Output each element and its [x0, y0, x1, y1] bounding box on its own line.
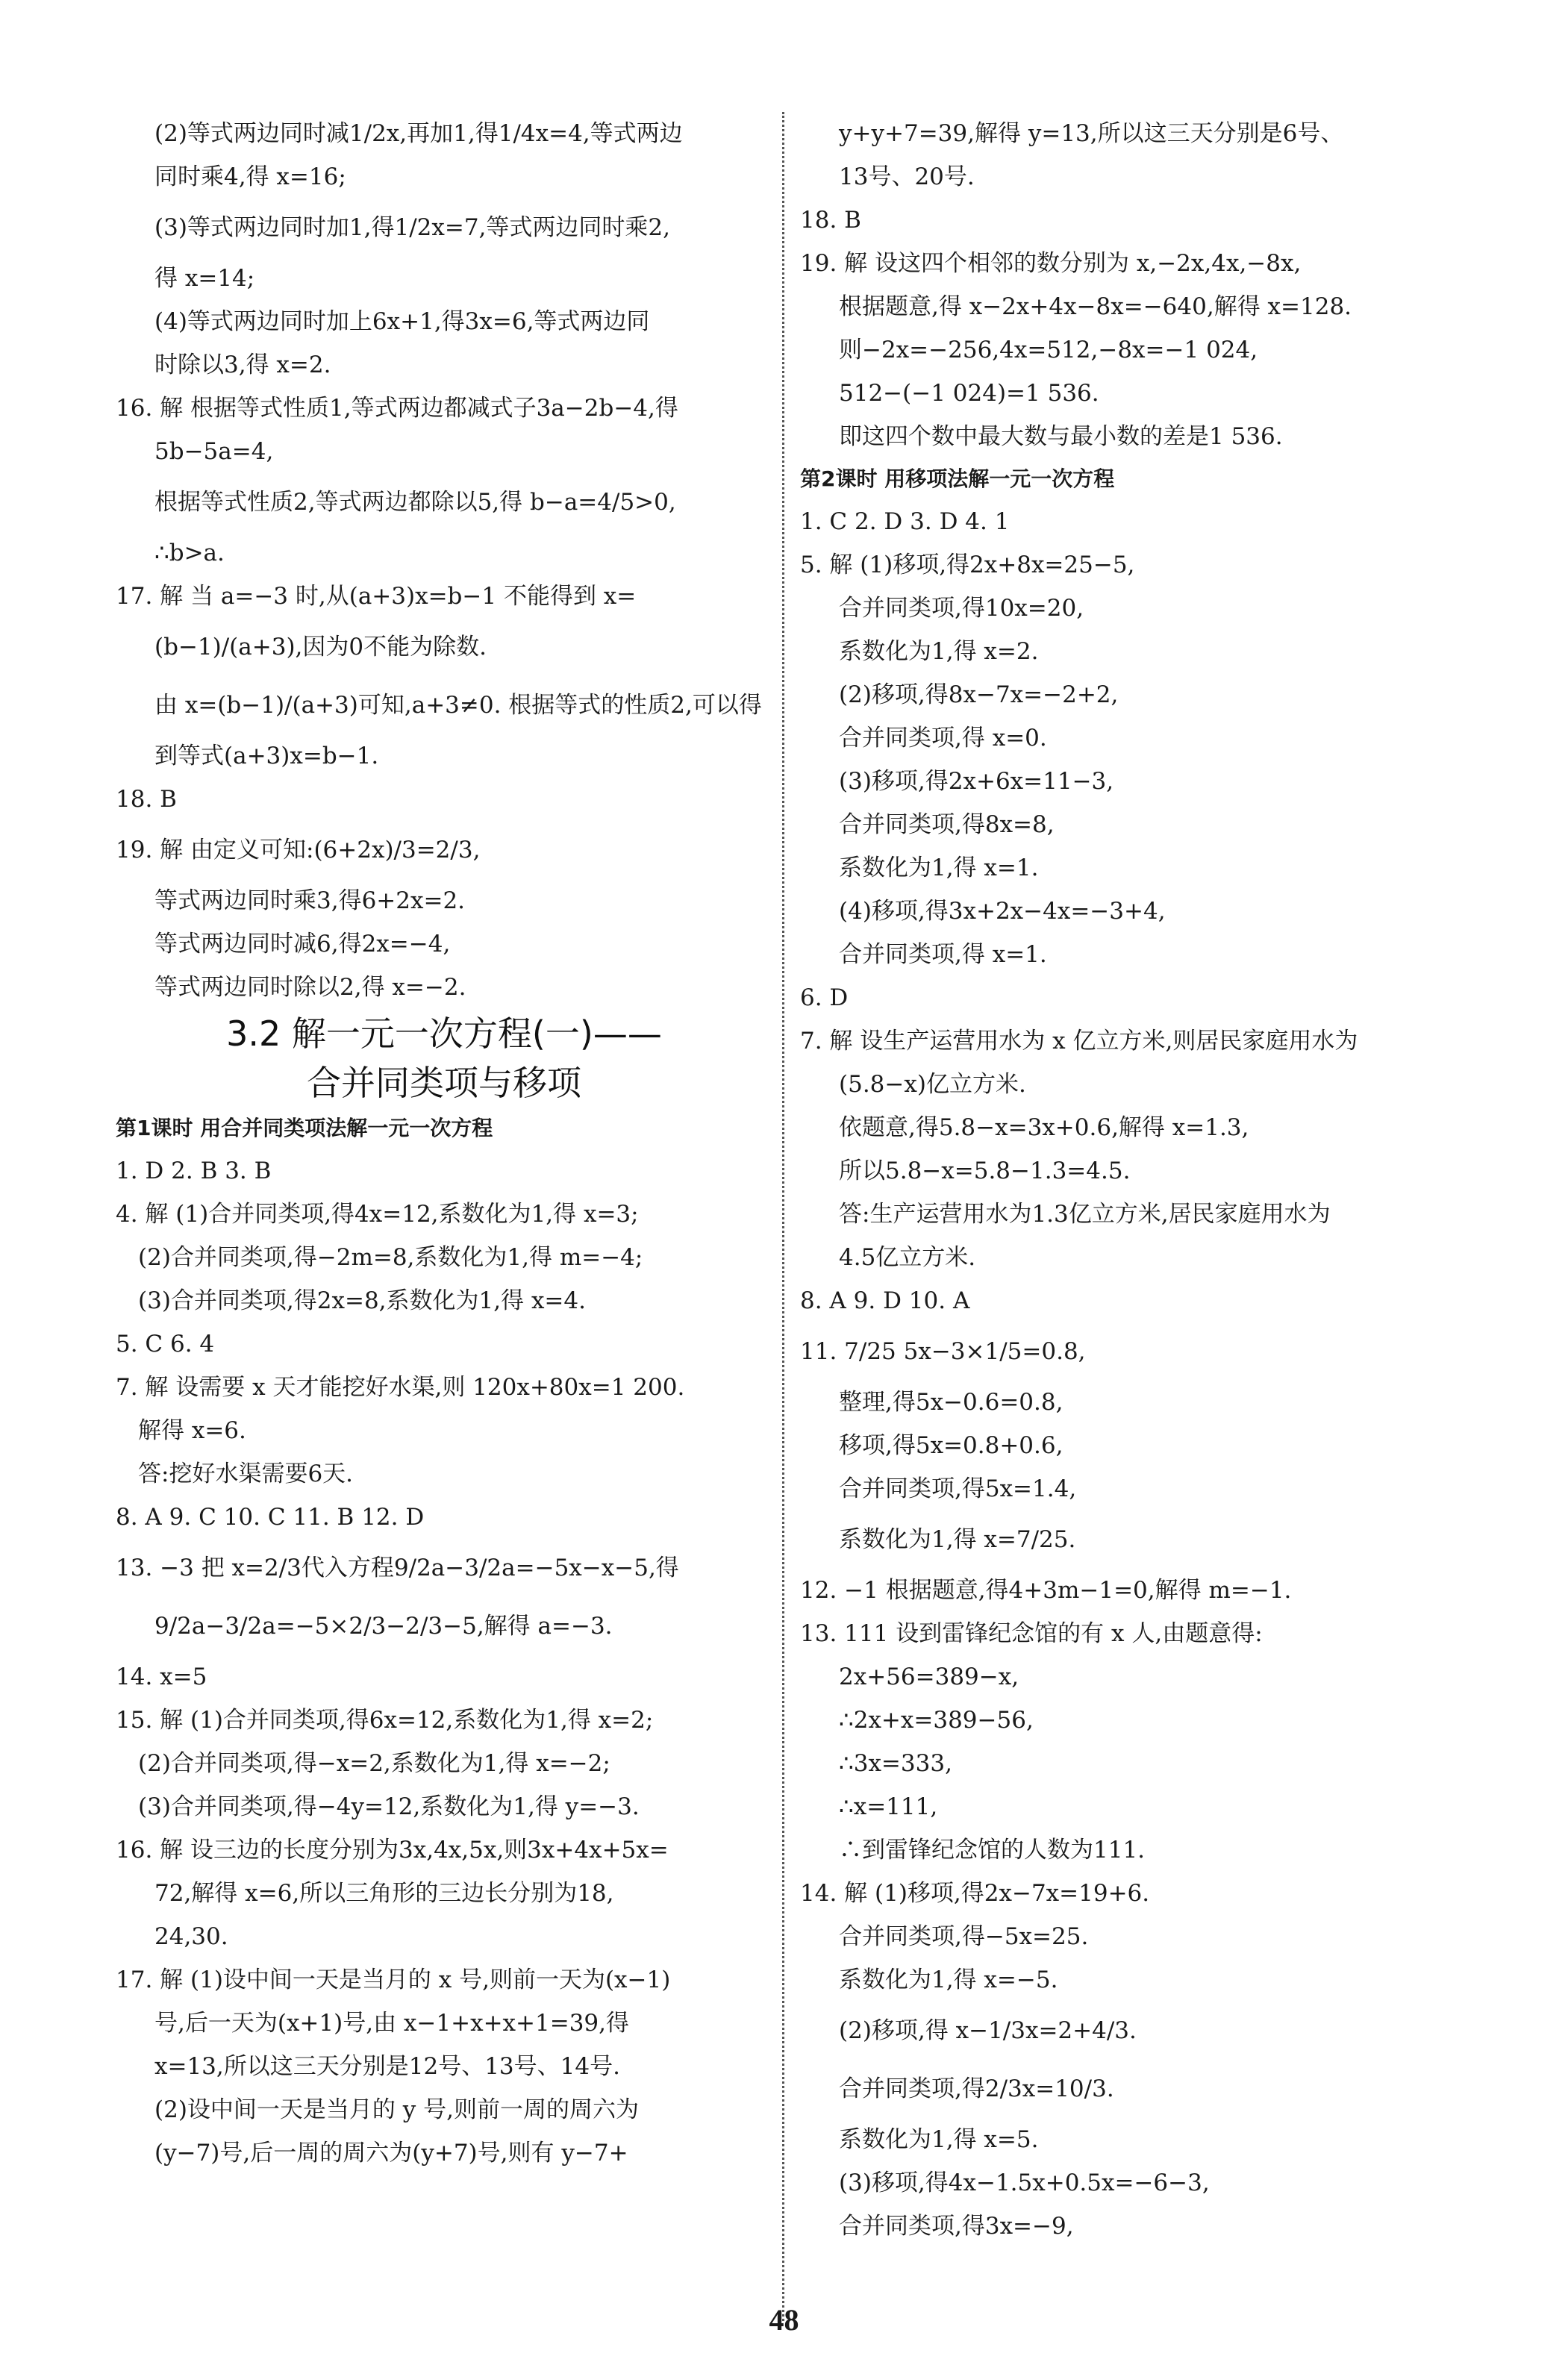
text-line: 14. 解 (1)移项,得2x−7x=19+6. — [800, 1880, 1150, 1907]
text-line: 解得 x=6. — [138, 1417, 246, 1444]
text-line: 17. 解 当 a=−3 时,从(a+3)x=b−1 不能得到 x= — [116, 583, 637, 610]
text-line: 9/2a−3/2a=−5×2/3−2/3−5,解得 a=−3. — [154, 1613, 613, 1640]
text-line: 则−2x=−256,4x=512,−8x=−1 024, — [839, 337, 1258, 363]
text-line: 依题意,得5.8−x=3x+0.6,解得 x=1.3, — [839, 1114, 1249, 1141]
text-line: 合并同类项,得3x=−9, — [839, 2213, 1074, 2240]
text-line: (3)等式两边同时加1,得1/2x=7,等式两边同时乘2, — [154, 214, 670, 241]
section-subtitle: 合并同类项与移项 — [307, 1063, 581, 1103]
text-line: 根据等式性质2,等式两边都除以5,得 b−a=4/5>0, — [154, 489, 676, 516]
text-line: 由 x=(b−1)/(a+3)可知,a+3≠0. 根据等式的性质2,可以得 — [154, 692, 762, 719]
right-column — [800, 112, 1457, 2248]
text-line: 13. 111 设到雷锋纪念馆的有 x 人,由题意得: — [800, 1620, 1263, 1647]
text-line: 整理,得5x−0.6=0.8, — [839, 1389, 1063, 1416]
section-title: 3.2 解一元一次方程(一)—— — [226, 1013, 662, 1054]
text-line: ∴2x+x=389−56, — [839, 1707, 1034, 1734]
text-line: 移项,得5x=0.8+0.6, — [839, 1432, 1063, 1459]
text-line: 12. −1 根据题意,得4+3m−1=0,解得 m=−1. — [800, 1577, 1292, 1604]
text-line: 系数化为1,得 x=7/25. — [839, 1526, 1076, 1553]
text-line: (2)等式两边同时减1/2x,再加1,得1/4x=4,等式两边 — [154, 120, 683, 147]
text-line: 2x+56=389−x, — [839, 1664, 1019, 1690]
text-line: 到等式(a+3)x=b−1. — [154, 743, 379, 769]
text-line: 1. C 2. D 3. D 4. 1 — [800, 508, 1010, 535]
text-line: 等式两边同时除以2,得 x=−2. — [154, 974, 466, 1001]
text-line: 512−(−1 024)=1 536. — [839, 380, 1099, 407]
text-line: (5.8−x)亿立方米. — [839, 1071, 1026, 1098]
text-line: (2)设中间一天是当月的 y 号,则前一周的周六为 — [154, 2096, 639, 2123]
text-line: 系数化为1,得 x=5. — [839, 2126, 1039, 2153]
text-line: 根据题意,得 x−2x+4x−8x=−640,解得 x=128. — [839, 293, 1352, 320]
text-line: 17. 解 (1)设中间一天是当月的 x 号,则前一天为(x−1) — [116, 1967, 671, 1993]
text-line: x=13,所以这三天分别是12号、13号、14号. — [154, 2053, 620, 2080]
text-line: ∴到雷锋纪念馆的人数为111. — [839, 1837, 1146, 1864]
text-line: 号,后一天为(x+1)号,由 x−1+x+x+1=39,得 — [154, 2010, 629, 2037]
text-line: (2)移项,得8x−7x=−2+2, — [839, 681, 1119, 708]
text-line: ∴x=111, — [839, 1793, 938, 1820]
text-line: 7. 解 设需要 x 天才能挖好水渠,则 120x+80x=1 200. — [116, 1374, 685, 1401]
column-divider — [782, 112, 784, 2321]
text-line: 时除以3,得 x=2. — [154, 352, 331, 378]
text-line: (b−1)/(a+3),因为0不能为除数. — [154, 634, 487, 660]
text-line: 合并同类项,得8x=8, — [839, 811, 1055, 838]
text-line: (y−7)号,后一周的周六为(y+7)号,则有 y−7+ — [154, 2140, 628, 2167]
text-line: ∴3x=333, — [839, 1750, 952, 1777]
text-line: 19. 解 由定义可知:(6+2x)/3=2/3, — [116, 837, 481, 863]
text-line: 4.5亿立方米. — [839, 1244, 976, 1271]
text-line: 15. 解 (1)合并同类项,得6x=12,系数化为1,得 x=2; — [116, 1707, 654, 1734]
text-line: 4. 解 (1)合并同类项,得4x=12,系数化为1,得 x=3; — [116, 1201, 639, 1228]
text-line: 5b−5a=4, — [154, 438, 274, 465]
left-column — [116, 112, 772, 2175]
text-line: 答:生产运营用水为1.3亿立方米,居民家庭用水为 — [839, 1201, 1331, 1228]
text-line: 所以5.8−x=5.8−1.3=4.5. — [839, 1158, 1131, 1184]
text-line: 系数化为1,得 x=1. — [839, 855, 1039, 881]
text-line: 1. D 2. B 3. B — [116, 1158, 272, 1184]
text-line: 5. C 6. 4 — [116, 1331, 215, 1358]
text-line: 13号、20号. — [839, 163, 975, 190]
text-line: (4)等式两边同时加上6x+1,得3x=6,等式两边同 — [154, 308, 650, 335]
text-line: (3)合并同类项,得2x=8,系数化为1,得 x=4. — [138, 1287, 586, 1314]
text-line: (3)合并同类项,得−4y=12,系数化为1,得 y=−3. — [138, 1793, 640, 1820]
lesson-heading: 第1课时 用合并同类项法解一元一次方程 — [116, 1116, 493, 1140]
text-line: (2)合并同类项,得−x=2,系数化为1,得 x=−2; — [138, 1750, 610, 1777]
lesson-heading: 第2课时 用移项法解一元一次方程 — [800, 466, 1115, 491]
text-line: 系数化为1,得 x=−5. — [839, 1967, 1058, 1993]
text-line: 合并同类项,得−5x=25. — [839, 1923, 1089, 1950]
text-line: 14. x=5 — [116, 1664, 207, 1690]
text-line: 7. 解 设生产运营用水为 x 亿立方米,则居民家庭用水为 — [800, 1028, 1358, 1055]
text-line: 8. A 9. D 10. A — [800, 1287, 970, 1314]
text-line: 6. D — [800, 984, 849, 1011]
text-line: 等式两边同时乘3,得6+2x=2. — [154, 887, 466, 914]
text-line: 合并同类项,得5x=1.4, — [839, 1475, 1077, 1502]
text-line: 18. B — [800, 207, 861, 234]
text-line: 18. B — [116, 786, 177, 813]
text-line: 即这四个数中最大数与最小数的差是1 536. — [839, 423, 1283, 450]
text-line: 13. −3 把 x=2/3代入方程9/2a−3/2a=−5x−x−5,得 — [116, 1555, 679, 1581]
text-line: 5. 解 (1)移项,得2x+8x=25−5, — [800, 552, 1135, 578]
text-line: 合并同类项,得 x=0. — [839, 725, 1047, 752]
text-line: 同时乘4,得 x=16; — [154, 163, 346, 190]
text-line: y+y+7=39,解得 y=13,所以这三天分别是6号、 — [839, 120, 1344, 147]
text-line: 答:挖好水渠需要6天. — [138, 1461, 354, 1487]
text-line: 11. 7/25 5x−3×1/5=0.8, — [800, 1338, 1086, 1365]
text-line: 72,解得 x=6,所以三角形的三边长分别为18, — [154, 1880, 614, 1907]
text-line: (2)移项,得 x−1/3x=2+4/3. — [839, 2017, 1137, 2044]
text-line: 24,30. — [154, 1923, 228, 1950]
text-line: 合并同类项,得 x=1. — [839, 941, 1047, 968]
text-line: 合并同类项,得10x=20, — [839, 595, 1084, 622]
text-line: 合并同类项,得2/3x=10/3. — [839, 2075, 1114, 2102]
text-line: 得 x=14; — [154, 265, 255, 292]
text-line: (3)移项,得2x+6x=11−3, — [839, 768, 1114, 795]
text-line: 16. 解 设三边的长度分别为3x,4x,5x,则3x+4x+5x= — [116, 1837, 669, 1864]
text-line: 19. 解 设这四个相邻的数分别为 x,−2x,4x,−8x, — [800, 250, 1302, 277]
text-line: (2)合并同类项,得−2m=8,系数化为1,得 m=−4; — [138, 1244, 643, 1271]
text-line: 系数化为1,得 x=2. — [839, 638, 1039, 665]
text-line: 8. A 9. C 10. C 11. B 12. D — [116, 1504, 425, 1531]
text-line: (3)移项,得4x−1.5x+0.5x=−6−3, — [839, 2169, 1210, 2196]
text-line: 等式两边同时减6,得2x=−4, — [154, 931, 451, 958]
text-line: 16. 解 根据等式性质1,等式两边都减式子3a−2b−4,得 — [116, 395, 678, 422]
text-line: (4)移项,得3x+2x−4x=−3+4, — [839, 898, 1166, 925]
page-number: 48 — [769, 2303, 799, 2337]
text-line: ∴b>a. — [154, 540, 225, 566]
